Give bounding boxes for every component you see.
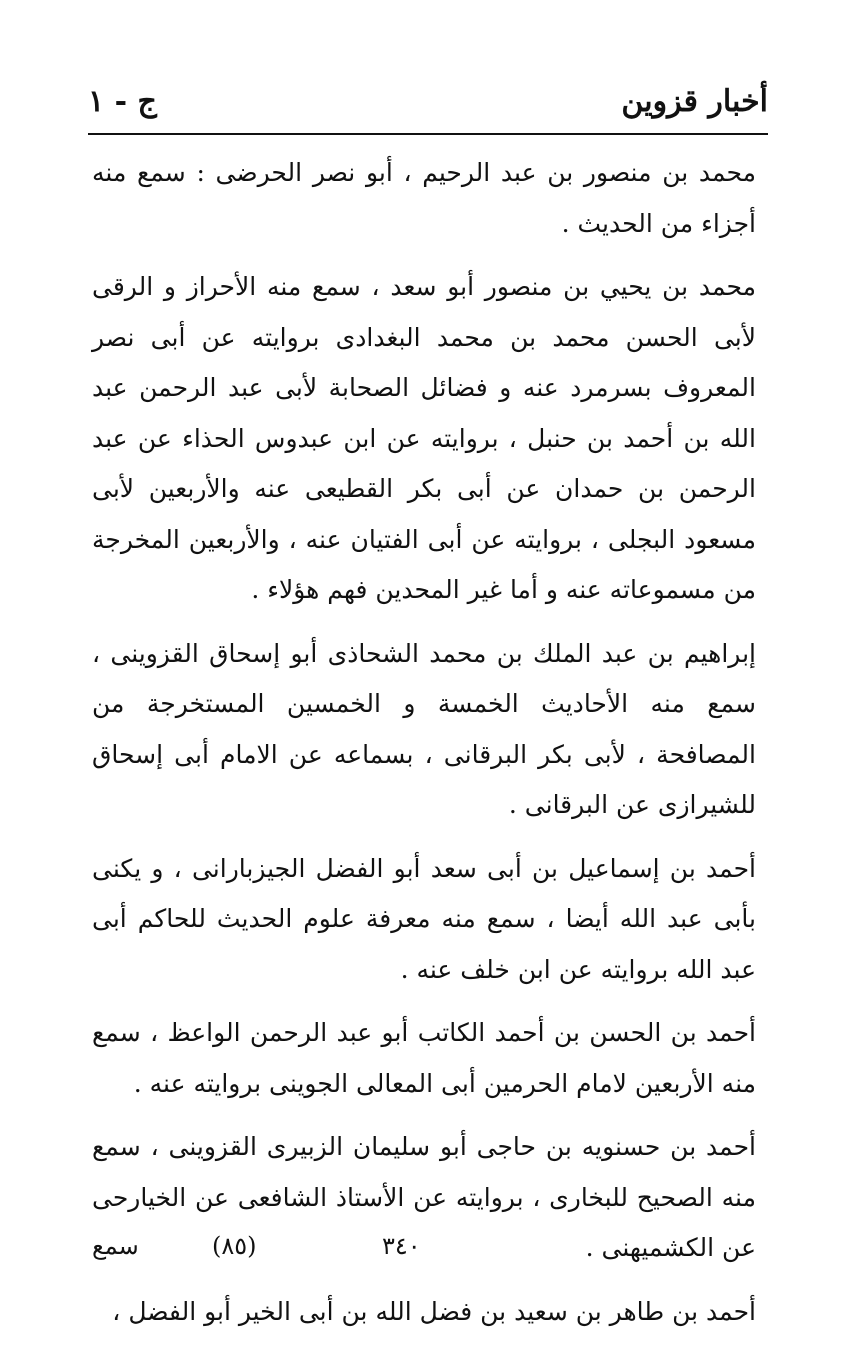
page-footer [92,1232,756,1276]
entry-paragraph: أحمد بن الحسن بن أحمد الكاتب أبو عبد الرحمن الواعظ ، سمع منه الأربعين لامام الحرمين أبى المعالى الجوينى بروايته عنه . [92,1018,756,1098]
running-header [88,84,768,130]
page-body [92,148,756,1350]
entry-paragraph: أحمد بن طاهر بن سعيد بن فضل الله بن أبى الخير أبو الفضل ، [112,1296,756,1326]
signature-mark: (٨٥) [212,1232,257,1260]
volume-label: ج - ١ [88,84,157,119]
header-rule [88,133,768,135]
entry-paragraph: إبراهيم بن عبد الملك بن محمد الشحاذى أبو إسحاق القزوينى ، سمع منه الأحاديث الخمسة و الخمسين المستخرجة من المصافحة ، لأبى بكر البرقانى ، بسماعه عن الامام أبى إسحاق للشيرازى عن البرقانى . [92,638,756,819]
entry-paragraph: أحمد بن إسماعيل بن أبى سعد أبو الفضل الجيزبارانى ، و يكنى بأبى عبد الله أيضا ، سمع منه معرفة علوم الحديث للحاكم أبى عبد الله بروايته عن ابن خلف عنه . [92,853,756,984]
entry-paragraph: محمد بن يحيي بن منصور أبو سعد ، سمع منه الأحراز و الرقى لأبى الحسن محمد بن محمد البغدادى بروايته عن أبى نصر المعروف بسرمرد عنه و فضائل الصحابة لأبى عبد الرحمن عبد الله بن أحمد بن حنبل ، بروايته عن ابن عبدوس الحذاء عن عبد الرحمن بن حمدان عن أبى بكر القطيعى عنه والأربعين لأبى مسعود البجلى ، بروايته عن أبى الفتيان عنه ، والأربعين المخرجة من مسموعاته عنه و أما غير المحدين فهم هؤلاء . [92,272,756,604]
book-title: أخبار قزوين [621,84,768,119]
catchword: سمع [92,1232,139,1260]
page-number: ٣٤٠ [382,1232,421,1260]
entry-paragraph: محمد بن منصور بن عبد الرحيم ، أبو نصر الحرضى : سمع منه أجزاء من الحديث . [92,158,756,238]
entry-paragraph: أحمد بن حسنويه بن حاجى أبو سليمان الزبيرى القزوينى ، سمع منه الصحيح للبخارى ، بروايته عن الأستاذ الشافعى عن الخيارحى عن الكشميهنى . [92,1132,756,1262]
